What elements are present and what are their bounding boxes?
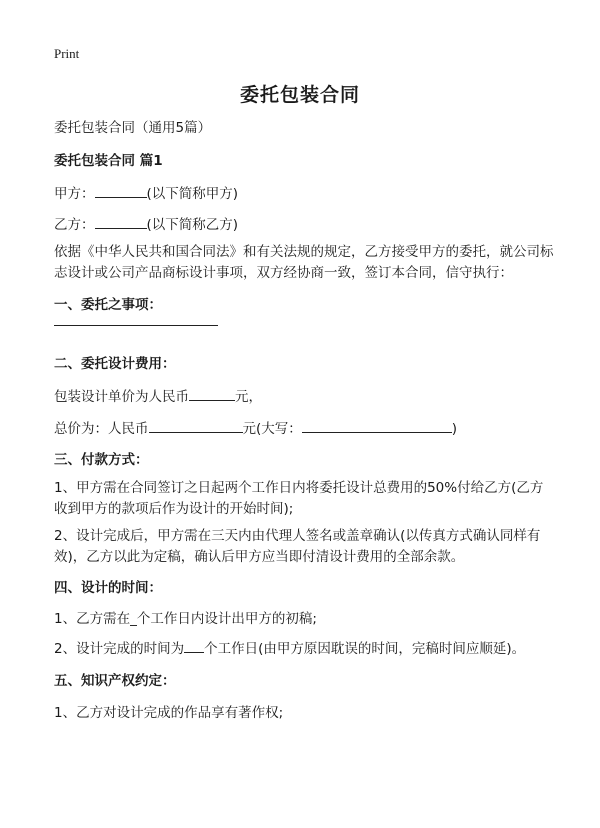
time-item-2-suffix: 个工作日(由甲方原因耽误的时间，完稿时间应顺延)。: [204, 641, 526, 657]
party-a-blank: [95, 183, 147, 198]
party-b-blank: [95, 214, 147, 229]
party-b-line: [54, 214, 238, 235]
section-3-heading: 三、付款方式：: [54, 452, 149, 468]
subtitle: 委托包装合同（通用5篇）: [54, 120, 212, 136]
ip-item-1: 1、乙方对设计完成的作品享有著作权;: [54, 705, 284, 721]
section-4-heading: 四、设计的时间：: [54, 580, 162, 596]
unit-price-prefix: 包装设计单价为人民币: [54, 389, 189, 405]
section-1-heading: 一、委托之事项：: [54, 297, 162, 313]
unit-price-blank: [189, 386, 235, 401]
unit-price-line: [54, 386, 262, 407]
print-link[interactable]: Print: [54, 46, 80, 61]
party-a-label: 甲方：: [54, 186, 95, 202]
unit-price-suffix: 元，: [235, 389, 262, 405]
total-amount-blank: [149, 418, 243, 433]
party-b-suffix: (以下简称乙方): [146, 217, 239, 233]
time-item-1: 1、乙方需在_个工作日内设计出甲方的初稿;: [54, 611, 317, 627]
total-prefix: 总价为：人民币: [54, 421, 149, 437]
section-5-heading: 五、知识产权约定：: [54, 673, 176, 689]
time-item-2-prefix: 2、设计完成的时间为: [54, 641, 185, 657]
section-2-heading: 二、委托设计费用：: [54, 356, 176, 372]
payment-item-1: 1、甲方需在合同签订之日起两个工作日内将委托设计总费用的50%付给乙方(乙方收到甲方的款项后作为设计的开始时间);: [54, 480, 544, 517]
time-item-2: [54, 638, 525, 659]
intro-paragraph: 依据《中华人民共和国合同法》和有关法规的规定，乙方接受甲方的委托，就公司标志设计或公司产品商标设计事项，双方经协商一致，签订本合同，信守执行：: [54, 244, 554, 281]
section-heading: 委托包装合同 篇1: [54, 153, 163, 169]
total-mid: 元(大写：: [242, 421, 302, 437]
total-suffix: ): [451, 421, 458, 437]
total-words-blank: [302, 418, 452, 433]
time-item-2-blank: [184, 638, 204, 653]
party-a-suffix: (以下简称甲方): [146, 186, 239, 202]
total-price-line: [54, 418, 457, 439]
payment-item-2: 2、设计完成后，甲方需在三天内由代理人签名或盖章确认(以传真方式确认同样有效)，乙方以此为定稿，确认后甲方应当即付清设计费用的全部余款。: [54, 528, 541, 565]
party-a-line: [54, 183, 238, 204]
page-title: 委托包装合同: [239, 84, 360, 106]
party-b-label: 乙方：: [54, 217, 95, 233]
section-1-blank-line: [54, 325, 218, 326]
